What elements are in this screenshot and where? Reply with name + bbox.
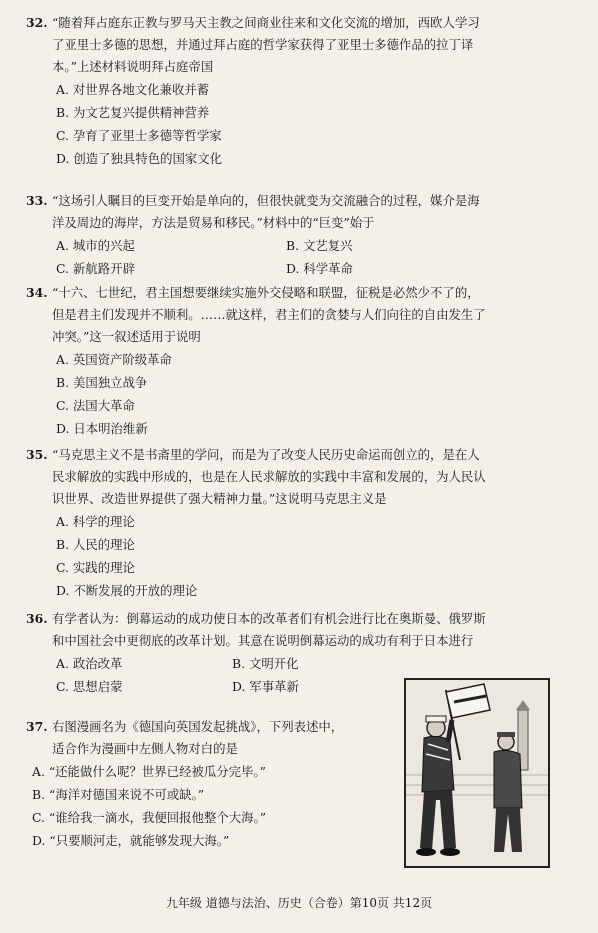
- option-d[interactable]: D. 创造了独具特色的国家文化: [56, 151, 223, 166]
- option-d[interactable]: D. 科学革命: [286, 261, 353, 276]
- question-number: 32.: [26, 15, 48, 30]
- stem-line: 有学者认为：倒幕运动的成功使日本的改革者们有机会进行比在奥斯曼、俄罗斯: [52, 611, 486, 626]
- question-stem: [26, 716, 406, 760]
- question-number: 33.: [26, 193, 48, 208]
- stem-line: 洋及周边的海岸，方法是贸易和移民。”材料中的“巨变”始于: [52, 215, 375, 230]
- question-number: 36.: [26, 611, 48, 626]
- stem-line: 本。”上述材料说明拜占庭帝国: [52, 59, 214, 74]
- question-stem: [26, 608, 578, 652]
- option-c[interactable]: C. 法国大革命: [56, 398, 135, 413]
- question-stem: [26, 282, 578, 348]
- option-c[interactable]: C. 实践的理论: [56, 560, 135, 575]
- option-b[interactable]: B. 美国独立战争: [56, 375, 148, 390]
- stem-line: 和中国社会中更彻底的改革计划。其意在说明倒幕运动的成功有利于日本进行: [52, 633, 474, 648]
- stem-line: “马克思主义不是书斋里的学问，而是为了改变人民历史命运而创立的，是在人: [52, 447, 480, 462]
- page-footer: 九年级 道德与法治、历史（合卷）第10页 共12页: [165, 896, 433, 910]
- stem-line: 但是君主们发现并不顺利。……就这样，君主们的贪婪与人们向往的自由发生了: [52, 307, 486, 322]
- stem-line: 识世界、改造世界提供了强大精神力量。”这说明马克思主义是: [52, 491, 387, 506]
- option-a[interactable]: A. “还能做什么呢？世界已经被瓜分完毕。”: [32, 764, 266, 779]
- cartoon-illustration: [404, 678, 550, 868]
- question-stem: [26, 12, 578, 78]
- option-d[interactable]: D. “只要顺河走，就能够发现大海。”: [32, 833, 230, 848]
- option-a[interactable]: A. 对世界各地文化兼收并蓄: [56, 82, 210, 97]
- question-32: [26, 12, 578, 170]
- options-list: [26, 510, 578, 602]
- option-a[interactable]: A. 政治改革: [56, 656, 123, 671]
- stem-line: 冲突。”这一叙述适用于说明: [52, 329, 201, 344]
- stem-line: 了亚里士多德的思想，并通过拜占庭的哲学家获得了亚里士多德作品的拉丁译: [52, 37, 474, 52]
- option-b[interactable]: B. 为文艺复兴提供精神营养: [56, 105, 210, 120]
- question-number: 34.: [26, 285, 48, 300]
- cartoon-figure-icon: [406, 680, 548, 866]
- question-stem: [26, 444, 578, 510]
- stem-line: 右图漫画名为《德国向英国发起挑战》，下列表述中，: [52, 719, 344, 734]
- option-b[interactable]: B. 人民的理论: [56, 537, 135, 552]
- stem-line: 民求解放的实践中形成的，也是在人民求解放的实践中丰富和发展的，为人民认: [52, 469, 486, 484]
- option-a[interactable]: A. 英国资产阶级革命: [56, 352, 172, 367]
- question-number: 37.: [26, 719, 48, 734]
- stem-line: “十六、七世纪，君主国想要继续实施外交侵略和联盟，征税是必然少不了的，: [52, 285, 480, 300]
- options-grid: [26, 234, 578, 280]
- question-37: [26, 716, 406, 852]
- stem-line: 适合作为漫画中左侧人物对白的是: [52, 741, 238, 756]
- question-35: [26, 444, 578, 602]
- option-d[interactable]: D. 日本明治维新: [56, 421, 148, 436]
- option-c[interactable]: C. 思想启蒙: [56, 679, 123, 694]
- option-d[interactable]: D. 军事革新: [232, 679, 299, 694]
- option-a[interactable]: A. 城市的兴起: [56, 238, 135, 253]
- option-c[interactable]: C. 孕育了亚里士多德等哲学家: [56, 128, 222, 143]
- option-b[interactable]: B. “海洋对德国来说不可或缺。”: [32, 787, 205, 802]
- question-34: [26, 282, 578, 440]
- question-number: 35.: [26, 447, 48, 462]
- options-list: [26, 348, 578, 440]
- options-list: [26, 78, 578, 170]
- stem-line: “这场引人瞩目的巨变开始是单向的，但很快就变为交流融合的过程，媒介是海: [52, 193, 480, 208]
- stem-line: “随着拜占庭东正教与罗马天主教之间商业往来和文化交流的增加，西欧人学习: [52, 15, 480, 30]
- option-c[interactable]: C. “谁给我一滴水，我便回报他整个大海。”: [32, 810, 267, 825]
- options-list: [26, 760, 406, 852]
- question-33: [26, 190, 578, 280]
- option-b[interactable]: B. 文艺复兴: [286, 238, 353, 253]
- option-a[interactable]: A. 科学的理论: [56, 514, 135, 529]
- option-c[interactable]: C. 新航路开辟: [56, 261, 135, 276]
- question-stem: [26, 190, 578, 234]
- option-b[interactable]: B. 文明开化: [232, 656, 299, 671]
- option-d[interactable]: D. 不断发展的开放的理论: [56, 583, 198, 598]
